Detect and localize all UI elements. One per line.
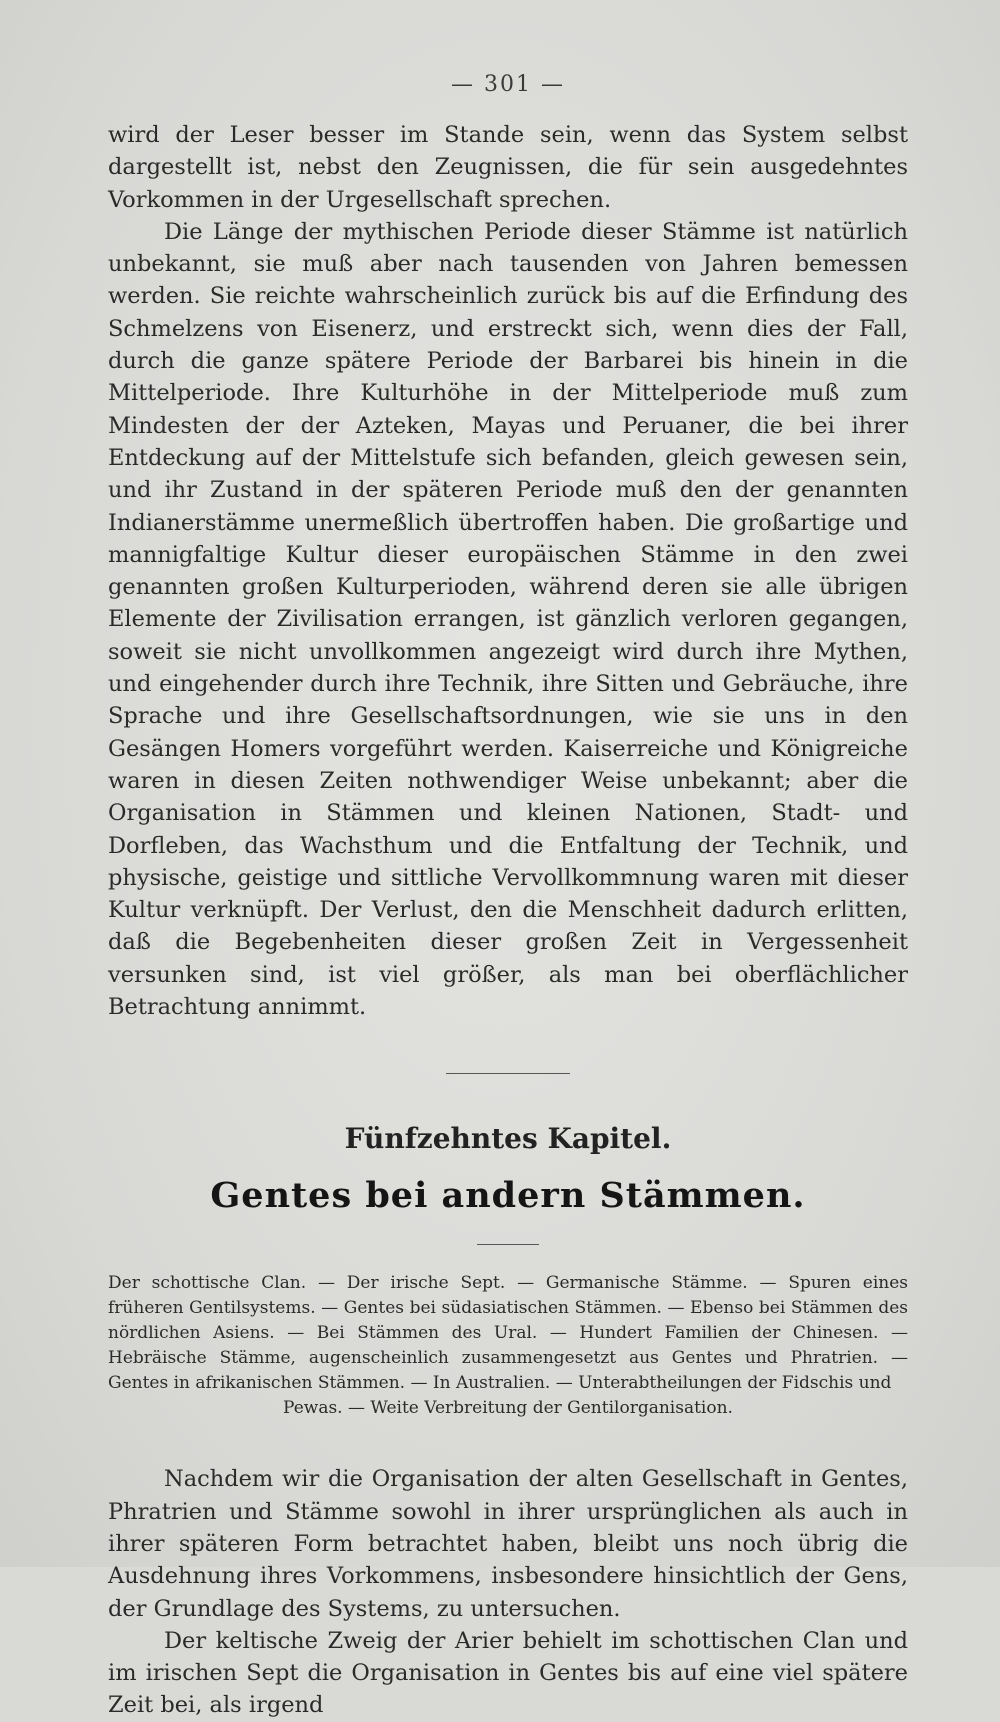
paragraph-introduction: Nachdem wir die Organisation der alten Gesellschaft in Gentes, Phratrien und Stämme sowohl in ihrer ursprünglichen als auch in ihrer späteren Form betrachtet haben, bleibt uns noch übrig die Ausdehnung ihres Vorkommens, insbesondere hinsichtlich der Gens, der Grundlage des Systems, zu untersuchen. <box>108 1466 908 1622</box>
chapter-summary-last-line: Pewas. — Weite Verbreitung der Gentilorganisation. <box>283 1398 733 1419</box>
section-divider <box>446 1073 570 1074</box>
chapter-summary: Der schottische Clan. — Der irische Sept. — Germanische Stämme. — Spuren eines früheren Gentilsystems. — Gentes bei südasiatischen Stämmen. — Ebenso bei Stämmen des nördlichen Asiens. — Bei Stämmen des Ural. — Hundert Familien der Chinesen. — Hebräische Stämme, augenscheinlich zusammengesetzt aus Gentes und Phratrien. — Gentes in afrikanischen Stämmen. — In Australien. — Unterabtheilungen der Fidschis und <box>108 1273 908 1394</box>
paragraph-mythic-period: Die Länge der mythischen Periode dieser Stämme ist natürlich unbekannt, sie muß aber nach tausenden von Jahren bemessen werden. Sie reichte wahrscheinlich zurück bis auf die Erfindung des Schmelzens von Eisenerz, und erstreckt sich, wenn dies der Fall, durch die ganze spätere Periode der Barbarei bis hinein in die Mittelperiode. Ihre Kulturhöhe in der Mittelperiode muß zum Mindesten der der Azteken, Mayas und Peruaner, die bei ihrer Entdeckung auf der Mittelstufe sich befanden, gleich gewesen sein, und ihr Zustand in der späteren Periode muß den der genannten Indianerstämme unermeßlich übertroffen haben. Die großartige und mannigfaltige Kultur dieser europäischen Stämme in den zwei genannten großen Kulturperioden, während deren sie alle übrigen Elemente der Zivilisation errangen, ist gänzlich verloren gegangen, soweit sie nicht unvollkommen angezeigt wird durch ihre Mythen, und eingehender durch ihre Technik, ihre Sitten und Gebräuche, ihre Sprache und ihre Gesellschaftsordnungen, wie sie uns in den Gesängen Homers vorgeführt werden. Kaiserreiche und Königreiche waren in diesen Zeiten nothwendiger Weise unbekannt; aber die Organisation in Stämmen und kleinen Nationen, Stadt- und Dorfleben, das Wachsthum und die Entfaltung der Technik, und physische, geistige und sittliche Vervollkommnung waren mit dieser Kultur verknüpft. Der Verlust, den die Menschheit dadurch erlitten, daß die Begebenheiten dieser großen Zeit in Vergessenheit versunken sind, ist viel größer, als man bei oberflächlicher Betrachtung annimmt. <box>108 218 908 1021</box>
page-number: — 301 — <box>451 72 565 97</box>
title-divider <box>477 1244 539 1245</box>
chapter-title: Gentes bei andern Stämmen. <box>210 1175 806 1217</box>
paragraph-continuation: wird der Leser besser im Stande sein, wenn das System selbst dargestellt ist, nebst den Zeugnissen, die für sein ausgedehntes Vorkommen in der Urgesellschaft sprechen. <box>108 122 908 213</box>
paragraph-celtic-branch: Der keltische Zweig der Arier behielt im schottischen Clan und im irischen Sept die Organisation in Gentes bis auf eine viel spätere Zeit bei, als irgend <box>108 1627 908 1719</box>
chapter-body <box>108 1463 908 1721</box>
chapter-number: Fünfzehntes Kapitel. <box>344 1122 672 1156</box>
